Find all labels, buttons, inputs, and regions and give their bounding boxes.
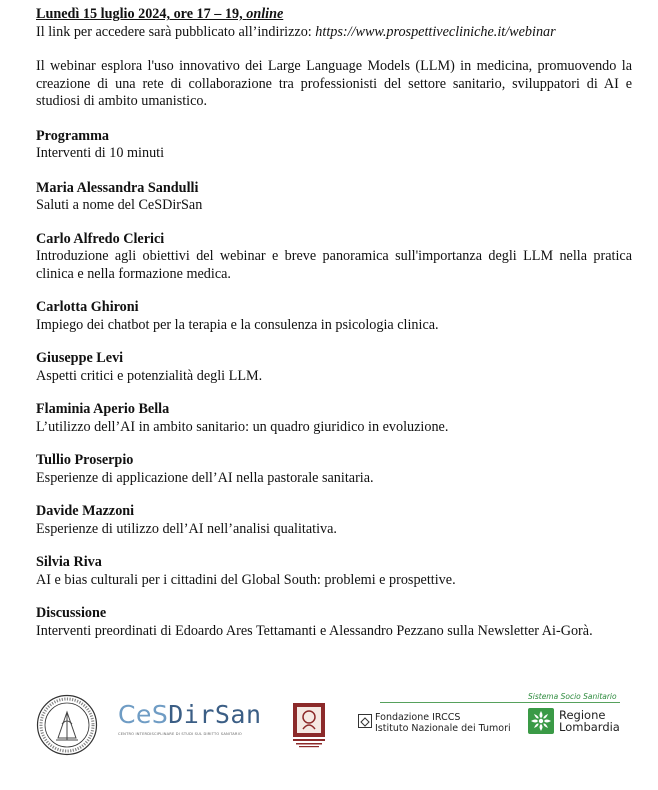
speaker-name: Flaminia Aperio Bella (36, 401, 170, 417)
webinar-link[interactable]: https://www.prospettivecliniche.it/webinar (315, 23, 556, 40)
irccs-line1: Fondazione IRCCS (375, 712, 461, 723)
speaker-talk: AI e bias culturali per i cittadini del Global South: problemi e prospettive. (36, 571, 456, 588)
link-prefix: Il link per accedere sarà pubblicato all’indirizzo: (36, 23, 316, 40)
speaker-talk: Aspetti critici e potenzialità degli LLM. (36, 367, 263, 384)
cesdirsan-subtitle: CENTRO INTERDISCIPLINARE DI STUDI SUL DIRITTO SANITARIO (118, 732, 242, 736)
speaker-item (36, 350, 632, 385)
speaker-name: Tullio Proserpio (36, 452, 134, 468)
speaker-item (36, 401, 632, 436)
event-mode: online (246, 6, 284, 22)
discussion-block (36, 605, 632, 640)
crest-icon (292, 702, 326, 748)
speaker-talk: Introduzione agli obiettivi del webinar e breve panoramica sull'importanza degli LLM nella pratica clinica e nella formazione medica. (36, 248, 632, 282)
speaker-item (36, 503, 632, 538)
cesdirsan-logo (118, 700, 266, 736)
speaker-item (36, 231, 632, 284)
lombardia-system-label: Sistema Socio Sanitario (528, 692, 617, 701)
irccs-name (375, 712, 511, 734)
lombardia-rose-icon (528, 708, 554, 734)
lombardia-name (559, 709, 620, 733)
speaker-name: Davide Mazzoni (36, 503, 135, 519)
speaker-talk: Esperienze di utilizzo dell’AI nell’analisi qualitativa. (36, 520, 337, 537)
program-title: Programma (36, 127, 110, 144)
speaker-name: Carlo Alfredo Clerici (36, 230, 165, 247)
event-date (36, 6, 632, 24)
program-heading-block (36, 128, 632, 163)
speaker-item (36, 554, 632, 589)
regione-lombardia-logo (528, 694, 632, 750)
logo-strip (36, 694, 632, 774)
cesdirsan-part-b: DirSan (168, 700, 262, 729)
event-link-line (36, 24, 632, 42)
program-subtitle: Interventi di 10 minuti (36, 145, 165, 161)
cesdirsan-wordmark (118, 700, 266, 730)
discussion-title: Discussione (36, 605, 107, 621)
webinar-document (36, 6, 632, 640)
lombardia-line2: Lombardia (559, 720, 620, 734)
speaker-name: Maria Alessandra Sandulli (36, 179, 199, 196)
speaker-talk: Esperienze di applicazione dell’AI nella pastorale sanitaria. (36, 469, 374, 486)
speaker-item (36, 180, 632, 215)
speaker-item (36, 452, 632, 487)
speaker-name: Silvia Riva (36, 554, 102, 570)
irccs-emblem-icon (358, 714, 372, 728)
speaker-talk: Impiego dei chatbot per la terapia e la consulenza in psicologia clinica. (36, 316, 439, 333)
university-seal-logo (36, 694, 98, 756)
cesdirsan-part-a: CeS (118, 700, 169, 729)
speaker-talk: Saluti a nome del CeSDirSan (36, 197, 203, 213)
lombardia-line1: Regione (559, 708, 606, 722)
intro-paragraph: Il webinar esplora l'uso innovativo dei Large Language Models (LLM) in medicina, promuovendo la creazione di una rete di collaborazione tra professionisti del settore sanitario, sviluppatori di AI e studiosi di ambito umanistico. (36, 58, 632, 109)
irccs-line2: Istituto Nazionale dei Tumori (375, 723, 511, 734)
lombardia-divider (380, 702, 620, 703)
speaker-list (36, 180, 632, 590)
speaker-item (36, 299, 632, 334)
event-date-text: Lunedì 15 luglio 2024, ore 17 – 19, (36, 6, 247, 22)
speaker-name: Giuseppe Levi (36, 350, 124, 366)
speaker-talk: L’utilizzo dell’AI in ambito sanitario: un quadro giuridico in evoluzione. (36, 418, 449, 435)
speaker-name: Carlotta Ghironi (36, 299, 139, 315)
university-crest-logo (292, 702, 326, 748)
discussion-text: Interventi preordinati di Edoardo Ares Tettamanti e Alessandro Pezzano sulla Newsletter Ai-Gorà. (36, 622, 593, 639)
seal-icon (36, 694, 98, 756)
